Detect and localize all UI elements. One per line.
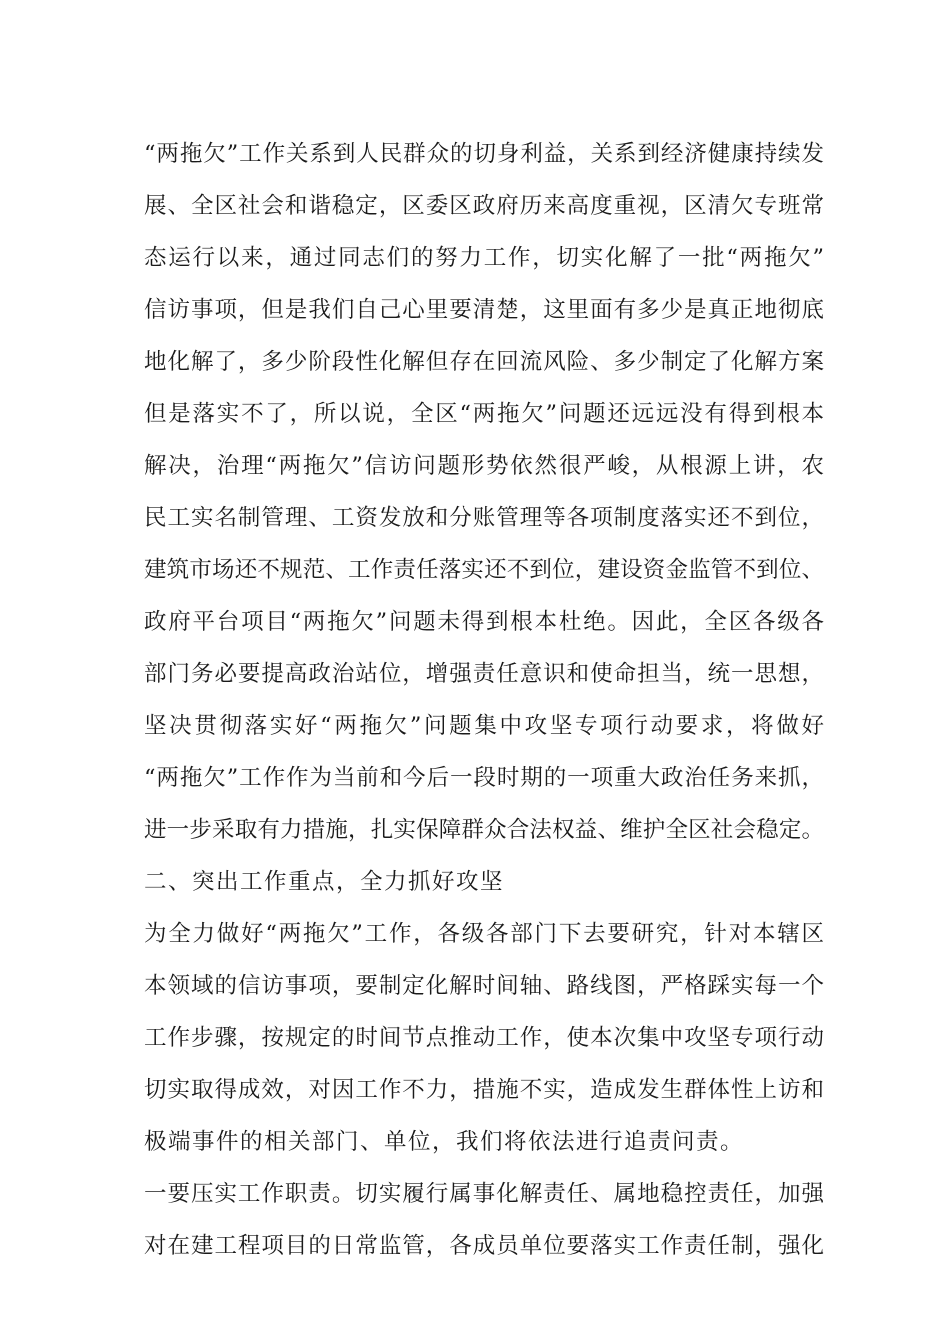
text-line: 极端事件的相关部门、单位，我们将依法进行追责问责。 — [144, 1129, 745, 1155]
text-line: 民工实名制管理、工资发放和分账管理等各项制度落实还不到位， — [144, 505, 824, 531]
text-line: 一要压实工作职责。切实履行属事化解责任、属地稳控责任，加强 — [144, 1181, 824, 1207]
text-line: “两拖欠”工作作为当前和今后一段时期的一项重大政治任务来抓， — [144, 765, 824, 791]
text-line: 工作步骤，按规定的时间节点推动工作，使本次集中攻坚专项行动 — [144, 1025, 824, 1051]
text-line: 解决，治理“两拖欠”信访问题形势依然很严峻，从根源上讲，农 — [144, 453, 824, 479]
text-line: 信访事项，但是我们自己心里要清楚，这里面有多少是真正地彻底 — [144, 297, 824, 323]
text-line: 地化解了，多少阶段性化解但存在回流风险、多少制定了化解方案 — [144, 349, 824, 375]
text-line: 对在建工程项目的日常监管，各成员单位要落实工作责任制，强化 — [144, 1233, 824, 1259]
body-text — [144, 128, 824, 1272]
section-heading: 二、突出工作重点，全力抓好攻坚 — [144, 869, 505, 895]
text-line: 政府平台项目“两拖欠”问题未得到根本杜绝。因此，全区各级各 — [144, 609, 824, 635]
text-line: 坚决贯彻落实好“两拖欠”问题集中攻坚专项行动要求，将做好 — [144, 713, 824, 739]
text-line: “两拖欠”工作关系到人民群众的切身利益，关系到经济健康持续发 — [144, 141, 824, 167]
text-line: 为全力做好“两拖欠”工作，各级各部门下去要研究，针对本辖区 — [144, 921, 824, 947]
text-line: 进一步采取有力措施，扎实保障群众合法权益、维护全区社会稳定。 — [144, 817, 824, 843]
text-line: 展、全区社会和谐稳定，区委区政府历来高度重视，区清欠专班常 — [144, 193, 824, 219]
text-line: 部门务必要提高政治站位，增强责任意识和使命担当，统一思想， — [144, 661, 824, 687]
text-line: 本领域的信访事项，要制定化解时间轴、路线图，严格踩实每一个 — [144, 973, 824, 999]
text-line: 建筑市场还不规范、工作责任落实还不到位，建设资金监管不到位、 — [144, 557, 824, 583]
text-line: 态运行以来，通过同志们的努力工作，切实化解了一批“两拖欠” — [144, 245, 824, 271]
text-line: 但是落实不了，所以说，全区“两拖欠”问题还远远没有得到根本 — [144, 401, 824, 427]
text-line: 切实取得成效，对因工作不力，措施不实，造成发生群体性上访和 — [144, 1077, 824, 1103]
